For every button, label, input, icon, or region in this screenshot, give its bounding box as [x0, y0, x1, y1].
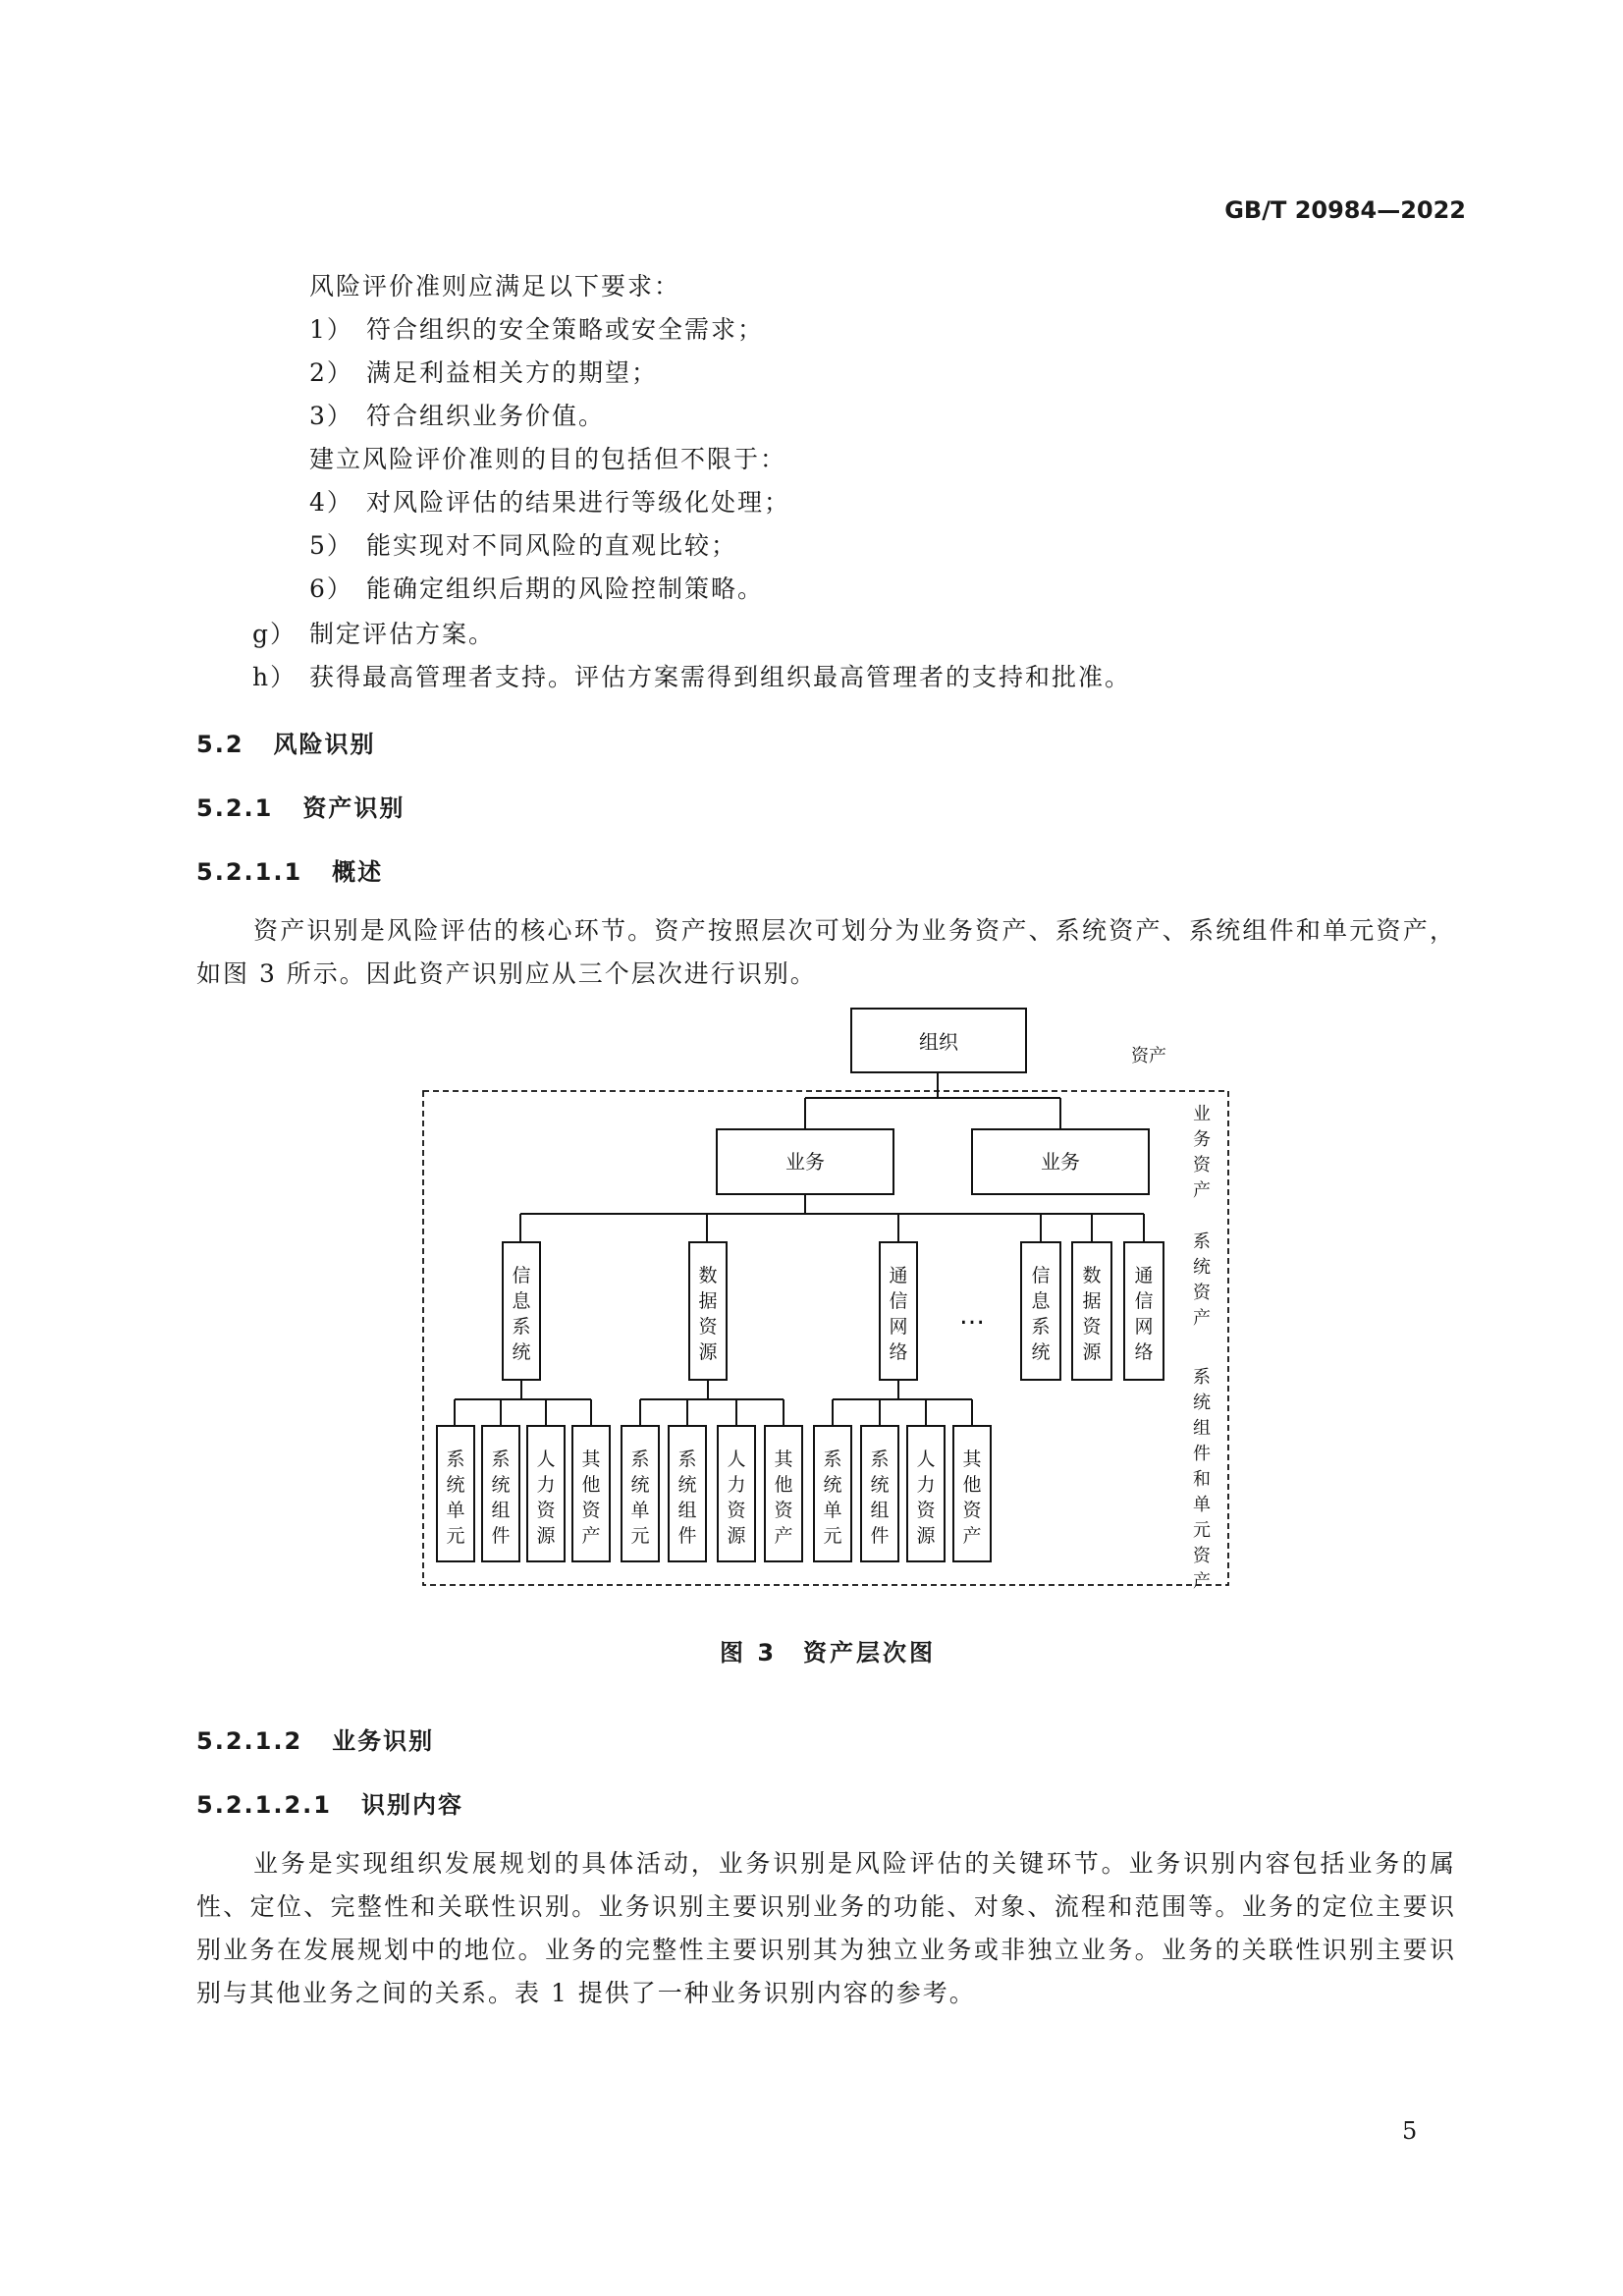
- section-title: 资产识别: [302, 794, 406, 822]
- list-number: 4）: [309, 488, 353, 517]
- list-number: 3）: [309, 402, 353, 430]
- component-label: 系统单元: [823, 1449, 842, 1547]
- business-label: 业务: [1041, 1150, 1080, 1174]
- list-number: 1）: [309, 315, 353, 344]
- list-number: 5）: [309, 531, 353, 560]
- figure-caption: 图 3 资产层次图: [720, 1639, 937, 1667]
- vertical-labels: [446, 1104, 1212, 1592]
- section-number: 5.2: [196, 731, 244, 758]
- extra-system-label: 通信网络: [1134, 1265, 1154, 1363]
- section-title: 业务识别: [332, 1727, 435, 1755]
- section-title: 识别内容: [360, 1791, 463, 1819]
- component-label: 系统组件: [491, 1449, 511, 1547]
- section-number: 5.2.1.1: [196, 858, 303, 886]
- list-text: 符合组织的安全策略或安全需求；: [366, 315, 765, 344]
- side-label-component-assets: 系统组件和单元资产: [1193, 1367, 1211, 1592]
- component-label: 系统单元: [446, 1449, 465, 1547]
- list-text: 满足利益相关方的期望；: [366, 358, 659, 387]
- ellipsis: …: [959, 1301, 985, 1331]
- component-label: 人力资源: [916, 1449, 936, 1547]
- extra-system-label: 信息系统: [1031, 1265, 1051, 1363]
- business-paragraph: 业务是实现组织发展规划的具体活动，业务识别是风险评估的关键环节。业务识别内容包括业务的属性、定位、完整性和关联性识别。业务识别主要识别业务的功能、对象、流程和范围等。业务的定位主要识别业务在发展规划中的地位。业务的完整性主要识别其为独立业务或非独立业务。业务的关联性识别主要识别与其他业务之间的关系。表 1 提供了一种业务识别内容的参考。: [196, 1849, 1456, 2007]
- system-label: 信息系统: [512, 1265, 531, 1363]
- standard-number: GB/T 20984—2022: [1224, 196, 1466, 224]
- step-letter: h）: [252, 663, 298, 691]
- section-number: 5.2.1: [196, 794, 274, 822]
- root-label: 组织: [919, 1030, 958, 1054]
- list-text: 能确定组织后期的风险控制策略。: [366, 574, 765, 603]
- list-text: 符合组织业务价值。: [366, 402, 606, 430]
- section-number: 5.2.1.2: [196, 1727, 303, 1755]
- section-heading: [196, 1722, 434, 1756]
- component-label: 其他资产: [774, 1449, 793, 1547]
- page-number: 5: [1402, 2117, 1418, 2145]
- component-label: 其他资产: [962, 1449, 982, 1547]
- system-label: 通信网络: [889, 1265, 908, 1363]
- list-number: 2）: [309, 358, 353, 387]
- component-label: 人力资源: [727, 1449, 746, 1547]
- step-letter: g）: [252, 620, 298, 648]
- side-label-system-assets: 系统资产: [1193, 1231, 1211, 1329]
- business-label: 业务: [785, 1150, 825, 1174]
- system-label: 数据资源: [698, 1265, 718, 1363]
- section-title: 概述: [332, 858, 384, 886]
- section-title: 风险识别: [273, 731, 376, 758]
- component-label: 系统组件: [677, 1449, 697, 1547]
- list-text: 对风险评估的结果进行等级化处理；: [366, 488, 791, 517]
- extra-system-label: 数据资源: [1082, 1265, 1102, 1363]
- purpose-intro: 建立风险评价准则的目的包括但不限于：: [309, 445, 787, 473]
- criteria-intro: 风险评价准则应满足以下要求：: [309, 272, 681, 301]
- step-text: 获得最高管理者支持。评估方案需得到组织最高管理者的支持和批准。: [309, 663, 1132, 691]
- step-text: 制定评估方案。: [309, 620, 496, 648]
- component-label: 其他资产: [581, 1449, 601, 1547]
- side-label-business-assets: 业务资产: [1193, 1104, 1211, 1201]
- assets-label: 资产: [1131, 1046, 1166, 1066]
- section-heading: [196, 1785, 463, 1820]
- section-number: 5.2.1.2.1: [196, 1791, 332, 1819]
- list-text: 能实现对不同风险的直观比较；: [366, 531, 738, 560]
- overview-paragraph: 资产识别是风险评估的核心环节。资产按照层次可划分为业务资产、系统资产、系统组件和单元资产，如图 3 所示。因此资产识别应从三个层次进行识别。: [196, 916, 1456, 988]
- component-label: 系统单元: [630, 1449, 650, 1547]
- component-label: 系统组件: [870, 1449, 890, 1547]
- list-number: 6）: [309, 574, 353, 603]
- component-label: 人力资源: [536, 1449, 556, 1547]
